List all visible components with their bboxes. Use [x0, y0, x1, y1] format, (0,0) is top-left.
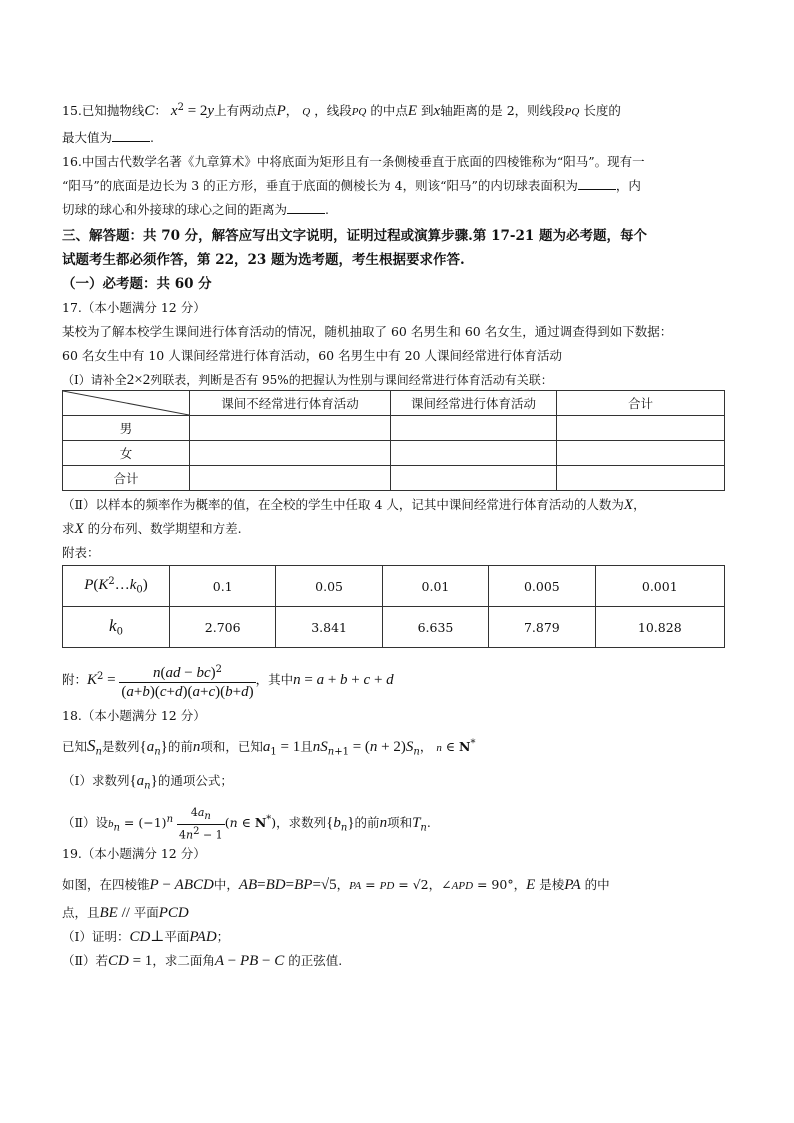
- q16-text: .: [325, 202, 329, 218]
- q19-text: 中，: [213, 877, 239, 893]
- q15-line1: 15.已知抛物线C： $x^2 = 2y$上有两动点P， Q ，线段PQ 的中点E 到x轴距离的是 2，则线段PQ 长度的: [62, 102, 621, 120]
- q19-text: ，: [513, 877, 527, 893]
- contingency-table: [62, 390, 725, 491]
- table-cell: 7.879: [489, 607, 595, 648]
- answer-blank: [578, 177, 616, 190]
- q19-text: 点，且: [62, 905, 100, 921]
- k-square-table: [62, 565, 725, 648]
- q19-text: 的中: [584, 877, 610, 893]
- q17-text: 求: [62, 521, 75, 537]
- q16-line1: 16.中国古代数学名著《九章算术》中将底面为矩形且有一条侧棱垂直于底面的四棱锥称为“阳马”。现有一: [62, 154, 645, 170]
- q18-text: 的前: [354, 815, 380, 831]
- q17-line2: 60 名女生中有 10 人课间经常进行体育活动，60 名男生中有 20 人课间经常进行体育活动: [62, 348, 562, 364]
- formula-label: 附：: [62, 672, 88, 688]
- table-header: 合计: [557, 391, 725, 416]
- q19-text: （Ⅱ）若: [62, 953, 108, 969]
- q18-text: （Ⅰ）求数列: [62, 772, 130, 788]
- table-cell: [391, 466, 557, 491]
- q16-line2: [62, 176, 734, 196]
- q19-text: （Ⅰ）证明：: [62, 929, 130, 945]
- q17-appendix-label: 附表：: [62, 545, 100, 561]
- q18-text: 项和，已知: [200, 739, 263, 755]
- q19-text: 平面: [164, 929, 190, 945]
- q18-text: 已知: [62, 739, 88, 755]
- q19-text: ，: [336, 877, 350, 893]
- row-label: 男: [63, 416, 190, 441]
- q15-text: 轴距离的是 2，则线段: [440, 103, 565, 119]
- q18-part1: （Ⅰ）求数列$\{a_n\}$的通项公式；: [62, 772, 233, 792]
- q19-text: 平面: [133, 905, 159, 921]
- q18-head: 18.（本小题满分 12 分）: [62, 708, 206, 724]
- formula-label: ，其中: [255, 672, 294, 688]
- q17-text: ，: [633, 497, 646, 513]
- q15-text: 15.已知抛物线: [62, 103, 145, 119]
- answer-blank: [287, 201, 325, 214]
- q19-text: ，: [428, 877, 442, 893]
- table-header: 课间不经常进行体育活动: [190, 391, 391, 416]
- q15-line2: [62, 128, 734, 148]
- table-cell: [190, 466, 391, 491]
- q15-text: 最大值为: [62, 130, 113, 146]
- q17-head: 17.（本小题满分 12 分）: [62, 300, 206, 316]
- q19-line2: 点，且BE // 平面PCD: [62, 905, 189, 922]
- table-cell: 6.635: [382, 607, 488, 648]
- q19-text: 的正弦值.: [288, 953, 343, 969]
- table-cell: [391, 441, 557, 466]
- row-label: $P(K^2\dots k_0)$: [63, 566, 170, 607]
- q17-text: （Ⅰ）请补全: [62, 373, 127, 388]
- q15-text: .: [150, 130, 154, 146]
- q15-text: 上有两动点: [214, 103, 277, 119]
- q18-part2: （Ⅱ）设$b_n = (-1)^n$ $\frac{4a_n}{4n^2 - 1}$ (n ∈ N*)，求数列$\{b_n\}$的前n项和$T_n$.: [62, 805, 431, 842]
- table-cell: [557, 416, 725, 441]
- table-cell: 0.01: [382, 566, 488, 607]
- section3-part1: （一）必考题：共 60 分: [62, 276, 212, 293]
- q18-text: 的前: [167, 739, 193, 755]
- row-label: 合计: [63, 466, 190, 491]
- answer-blank: [112, 129, 150, 142]
- table-row: [63, 391, 725, 416]
- section3-line2: 试题考生都必须作答，第 22，23 题为选考题，考生根据要求作答.: [62, 252, 465, 269]
- section3-line1: 三、解答题：共 70 分，解答应写出文字说明，证明过程或演算步骤.第 17-21 题为必考题，每个: [62, 228, 647, 245]
- table-cell: 0.1: [170, 566, 276, 607]
- q18-text: 是数列: [101, 739, 140, 755]
- table-cell: [190, 441, 391, 466]
- table-cell: [391, 416, 557, 441]
- q17-part2-line2: 求X 的分布列、数学期望和方差.: [62, 521, 242, 538]
- table-row: [63, 466, 725, 491]
- table-cell: [557, 441, 725, 466]
- table-row: [63, 416, 725, 441]
- q19-line1: 如图，在四棱锥P − ABCD中，AB=BD=BP=√5，PA = PD = √2，∠APD = 90°，E 是棱PA 的中: [62, 877, 610, 894]
- q17-text: 列联表，判断是否有 95%的把握认为性别与课间经常进行体育活动有关联：: [150, 373, 553, 388]
- q18-text: 且: [300, 739, 313, 755]
- q19-text: 如图，在四棱锥: [62, 877, 150, 893]
- q17-text: （Ⅱ）以样本的频率作为概率的值，在全校的学生中任取 4 人，记其中课间经常进行体育活动的人数为: [62, 497, 624, 513]
- q17-part1: （Ⅰ）请补全2×2列联表，判断是否有 95%的把握认为性别与课间经常进行体育活动有关联：: [62, 372, 553, 389]
- formula-fraction: $\frac{n(ad - bc)^2}{(a+b)(c+d)(a+c)(b+d)}$: [119, 661, 255, 701]
- table-cell: 2.706: [170, 607, 276, 648]
- diagonal-cell: [63, 391, 190, 416]
- table-cell: [557, 466, 725, 491]
- table-cell: 0.005: [489, 566, 595, 607]
- q19-part1: （Ⅰ）证明：CD⊥平面PAD；: [62, 929, 230, 946]
- exam-page: [62, 96, 734, 971]
- k-square-formula: 附：$K^2$ = $\frac{n(ad - bc)^2}{(a+b)(c+d)(a+c)(b+d)}$ ，其中n = a + b + c + d: [62, 654, 734, 700]
- table-cell: 3.841: [276, 607, 382, 648]
- table-row: [63, 441, 725, 466]
- q17-line1: 某校为了解本校学生课间进行体育活动的情况，随机抽取了 60 名男生和 60 名女生，通过调查得到如下数据：: [62, 324, 673, 340]
- table-cell: 0.05: [276, 566, 382, 607]
- table-cell: 10.828: [595, 607, 724, 648]
- q19-text: ，求二面角: [152, 953, 215, 969]
- table-row: [63, 566, 725, 607]
- q15-text: 长度的: [583, 103, 621, 119]
- q18-line1: 已知$S_n$是数列$\{a_n\}$的前n项和，已知$a_1 = 1$且$nS_{n+1} = (n + 2)S_n$， n ∈ N*: [62, 736, 476, 758]
- q18-text: ，: [419, 739, 433, 755]
- q16-text: ，内: [615, 178, 641, 194]
- q15-text: 到: [421, 103, 434, 119]
- diagonal-line: [63, 391, 189, 415]
- q19-text: ；: [216, 929, 230, 945]
- q18-text: （Ⅱ）设: [62, 815, 108, 831]
- q19-part2: （Ⅱ）若CD = 1，求二面角A − PB − C 的正弦值.: [62, 953, 343, 970]
- q16-line3: [62, 200, 734, 220]
- q18-text: ，求数列: [276, 815, 327, 831]
- q18-text: 项和: [387, 815, 413, 831]
- q18-fraction: $\frac{4a_n}{4n^2 - 1}$: [179, 805, 223, 842]
- q19-head: 19.（本小题满分 12 分）: [62, 846, 206, 862]
- q16-text: “阳马”的底面是边长为 3 的正方形，垂直于底面的侧棱长为 4，则该“阳马”的内切球表面积为: [62, 178, 578, 194]
- table-header: 课间经常进行体育活动: [391, 391, 557, 416]
- table-row: [63, 607, 725, 648]
- row-label: 女: [63, 441, 190, 466]
- q18-text: .: [426, 815, 431, 831]
- q16-text: 切球的球心和外接球的球心之间的距离为: [62, 202, 288, 218]
- q17-part2-line1: （Ⅱ）以样本的频率作为概率的值，在全校的学生中任取 4 人，记其中课间经常进行体育活动的人数为X，: [62, 497, 646, 514]
- q19-text: 是棱: [539, 877, 565, 893]
- table-cell: 0.001: [595, 566, 724, 607]
- q15-text: ，线段: [314, 103, 352, 119]
- row-label: $k_0$: [63, 607, 170, 648]
- q18-text: 的通项公式；: [157, 772, 233, 788]
- q17-text: 的分布列、数学期望和方差.: [87, 521, 242, 537]
- q15-text: 的中点: [370, 103, 408, 119]
- table-cell: [190, 416, 391, 441]
